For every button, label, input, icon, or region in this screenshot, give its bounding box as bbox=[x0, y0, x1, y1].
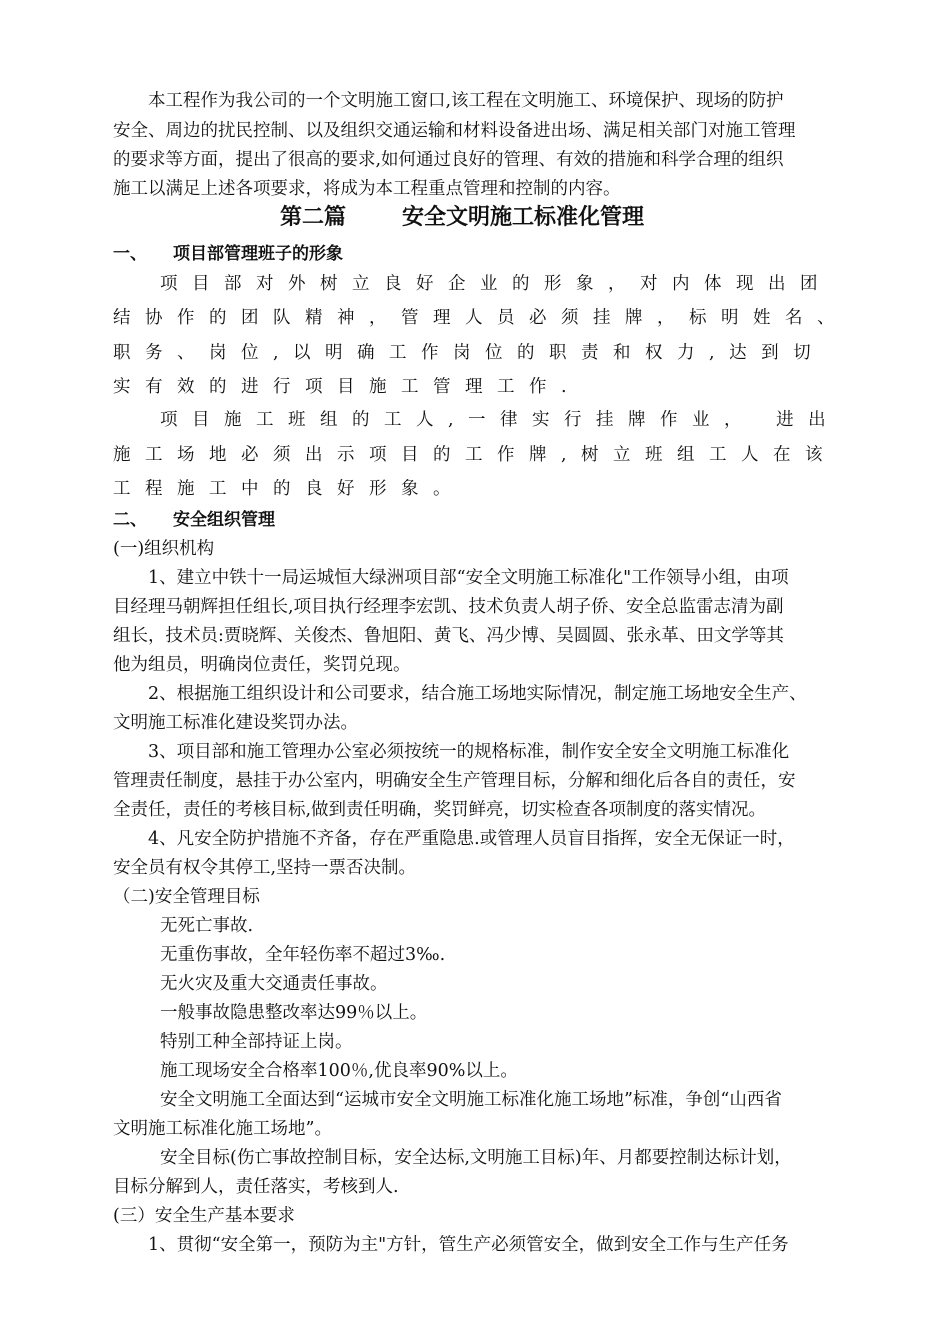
section1-line-3: 职务、岗位,以明确工作岗位的职责和权力,达到切 bbox=[113, 343, 826, 363]
intro-line-3: 的要求等方面，提出了很高的要求,如何通过良好的管理、有效的措施和科学合理的组织 bbox=[113, 150, 784, 170]
sub2-line-2: 无重伤事故，全年轻伤率不超过3‰. bbox=[160, 945, 446, 965]
sub1-line-7: 3、项目部和施工管理办公室必须按统一的规格标准，制作安全安全文明施工标准化 bbox=[148, 742, 790, 762]
section1-line-4: 实有效的进行项目施工管理工作. bbox=[113, 377, 582, 397]
section1-line-5: 项目施工班组的工人,一律实行挂牌作业， 进出 bbox=[160, 410, 841, 430]
sub1-line-2: 目经理马朝辉担任组长,项目执行经理李宏凯、技术负责人胡子侨、安全总监雷志清为副 bbox=[113, 597, 784, 617]
sub2-line-6: 施工现场安全合格率100％,优良率90%以上。 bbox=[160, 1061, 518, 1081]
chapter-title: 安全文明施工标准化管理 bbox=[402, 205, 645, 230]
section2-title: 安全组织管理 bbox=[173, 510, 275, 530]
sub1-line-1: 1、建立中铁十一局运城恒大绿洲项目部“安全文明施工标准化"工作领导小组，由项 bbox=[148, 568, 789, 588]
sub1-line-6: 文明施工标准化建设奖罚办法。 bbox=[113, 713, 358, 733]
section1-title: 项目部管理班子的形象 bbox=[173, 244, 343, 264]
sub1-line-8: 管理责任制度，悬挂于办公室内，明确安全生产管理目标，分解和细化后各自的责任，安 bbox=[113, 771, 796, 791]
subsection-3-title: (三）安全生产基本要求 bbox=[113, 1206, 295, 1226]
sub2-line-5: 特别工种全部持证上岗。 bbox=[160, 1032, 353, 1052]
section1-line-1: 项目部对外树立良好企业的形象，对内体现出团 bbox=[160, 274, 832, 294]
chapter-heading bbox=[280, 203, 644, 233]
sub2-line-1: 无死亡事故. bbox=[160, 916, 254, 936]
sub2-line-7: 安全文明施工全面达到“运城市安全文明施工标准化施工场地”标准，争创“山西省 bbox=[160, 1090, 782, 1110]
intro-line-1: 本工程作为我公司的一个文明施工窗口,该工程在文明施工、环境保护、现场的防护 bbox=[148, 91, 784, 111]
section2-number: 二、 bbox=[113, 510, 147, 530]
sub1-line-3: 组长，技术员:贾晓辉、关俊杰、鲁旭阳、黄飞、冯少博、吴圆圆、张永革、田文学等其 bbox=[113, 626, 784, 646]
sub1-line-4: 他为组员，明确岗位责任，奖罚兑现。 bbox=[113, 655, 411, 675]
subsection-1-title: (一)组织机构 bbox=[113, 539, 215, 559]
section1-line-7: 工程施工中的良好形象。 bbox=[113, 479, 465, 499]
sub3-line-1: 1、贯彻“安全第一，预防为主"方针，管生产必须管安全，做到安全工作与生产任务 bbox=[148, 1235, 789, 1255]
subsection-2-title: （二)安全管理目标 bbox=[113, 887, 260, 907]
intro-line-4: 施工以满足上述各项要求，将成为本工程重点管理和控制的内容。 bbox=[113, 179, 621, 199]
sub2-line-4: 一般事故隐患整改率达99％以上。 bbox=[160, 1003, 428, 1023]
sub1-line-5: 2、根据施工组织设计和公司要求，结合施工场地实际情况，制定施工场地安全生产、 bbox=[148, 684, 807, 704]
sub2-line-10: 目标分解到人，责任落实，考核到人. bbox=[113, 1177, 399, 1197]
section1-line-6: 施工场地必须出示项目的工作牌,树立班组工人在该 bbox=[113, 445, 838, 465]
intro-line-2: 安全、周边的扰民控制、以及组织交通运输和材料设备进出场、满足相关部门对施工管理 bbox=[113, 121, 796, 141]
sub1-line-9: 全责任，责任的考核目标,做到责任明确，奖罚鲜亮，切实检查各项制度的落实情况。 bbox=[113, 800, 767, 820]
sub1-line-10: 4、凡安全防护措施不齐备，存在严重隐患.或管理人员盲目指挥，安全无保证一时， bbox=[148, 829, 795, 849]
sub2-line-9: 安全目标(伤亡事故控制目标，安全达标,文明施工目标)年、月都要控制达标计划， bbox=[160, 1148, 792, 1168]
section2-heading bbox=[113, 508, 275, 532]
sub2-line-3: 无火灾及重大交通责任事故。 bbox=[160, 974, 388, 994]
section1-heading bbox=[113, 242, 343, 266]
sub1-line-11: 安全员有权令其停工,坚持一票否决制。 bbox=[113, 858, 417, 878]
chapter-number: 第二篇 bbox=[280, 205, 347, 230]
section1-number: 一、 bbox=[113, 244, 147, 264]
section1-line-2: 结协作的团队精神，管理人员必须挂牌，标明姓名、 bbox=[113, 308, 849, 328]
sub2-line-8: 文明施工标准化施工场地”。 bbox=[113, 1119, 332, 1139]
